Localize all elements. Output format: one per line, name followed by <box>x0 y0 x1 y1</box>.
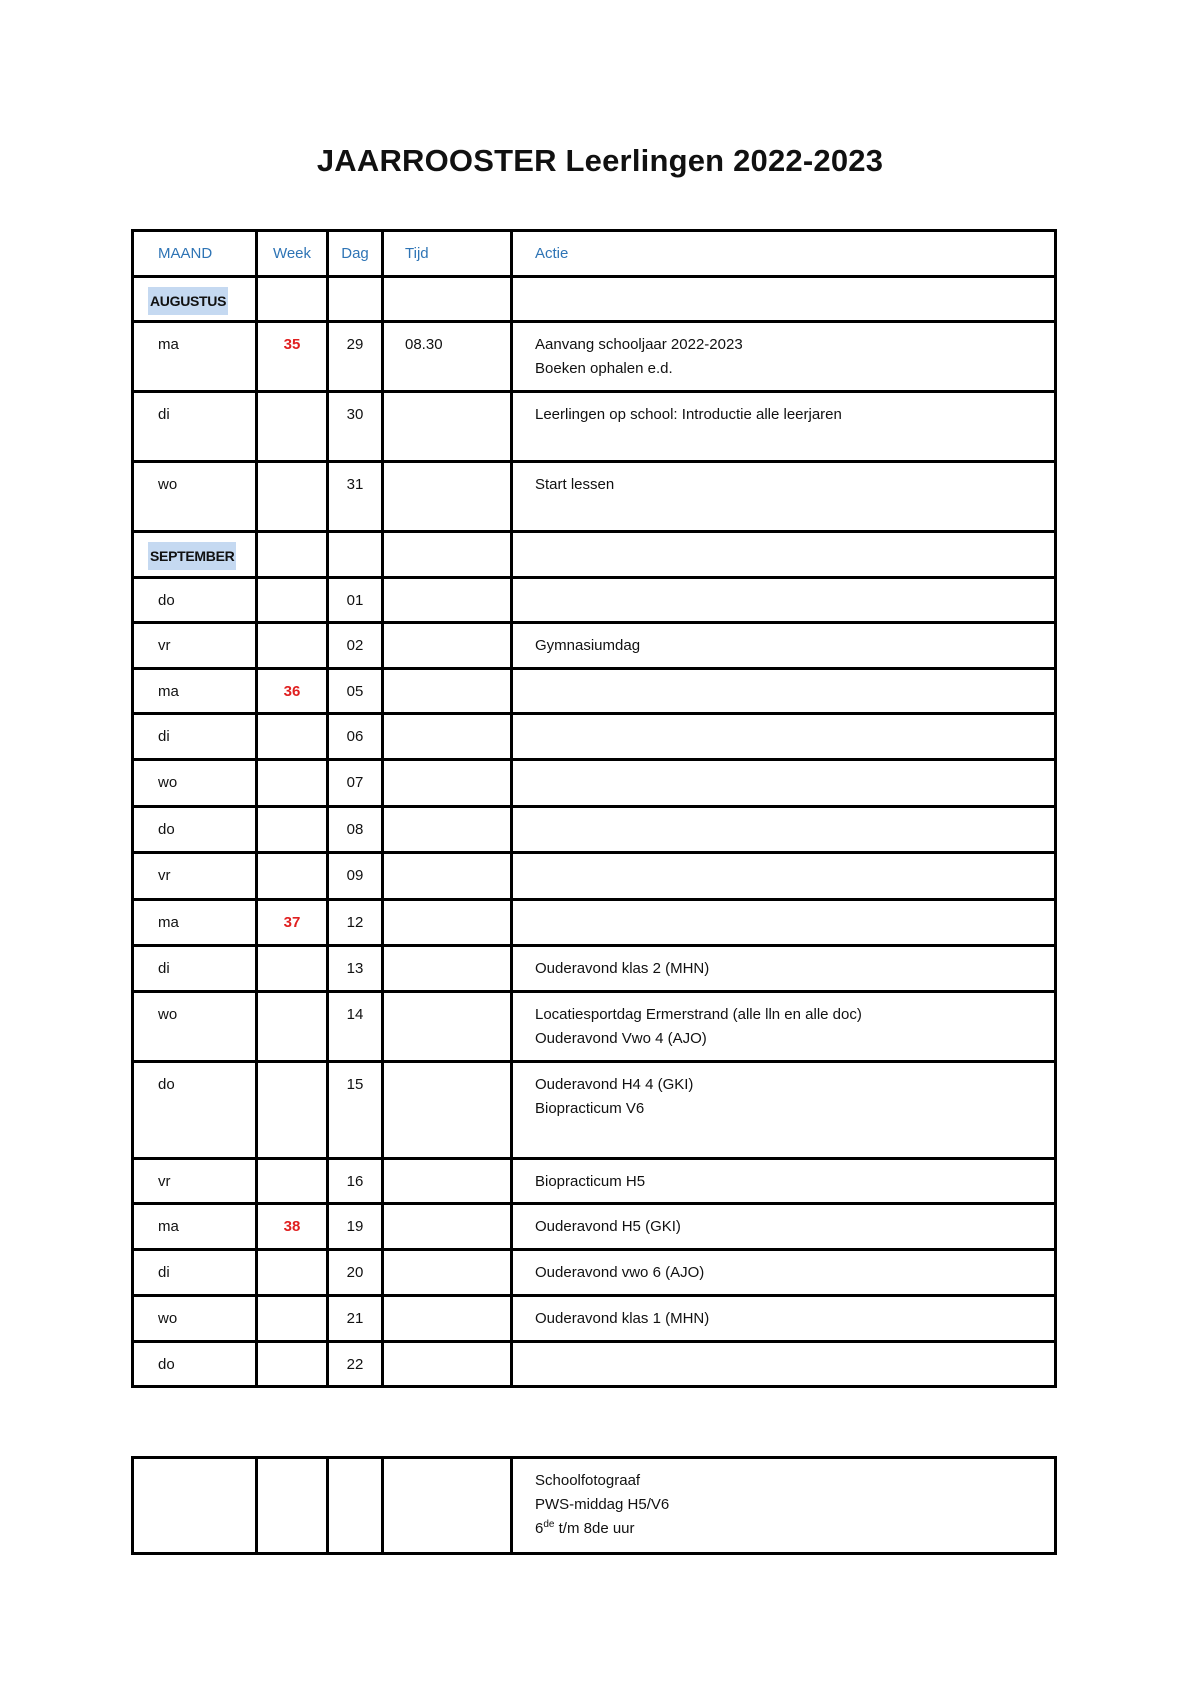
day-cell: wo <box>158 774 178 791</box>
day-cell: wo <box>158 1310 178 1327</box>
actie-cell <box>513 1251 1054 1285</box>
time-cell <box>384 947 510 957</box>
actie-line: Biopracticum H5 <box>535 1173 646 1190</box>
day-cell: ma <box>158 1218 179 1235</box>
actie-cell <box>513 463 1054 497</box>
time-cell <box>384 901 510 911</box>
week-number <box>258 1160 326 1170</box>
table-row <box>133 578 1056 623</box>
time-cell <box>384 761 510 771</box>
day-cell: do <box>158 821 175 838</box>
header-dag: Dag <box>341 245 369 262</box>
week-number: 36 <box>283 683 301 700</box>
day-cell: wo <box>158 476 178 493</box>
actie-cell <box>513 1343 1054 1353</box>
date-cell: 20 <box>346 1264 364 1281</box>
time-cell <box>384 1297 510 1307</box>
actie-line: Aanvang schooljaar 2022-2023 <box>535 336 743 353</box>
actie-cell <box>513 715 1054 725</box>
day-cell: ma <box>158 336 179 353</box>
day-cell: ma <box>158 683 179 700</box>
date-cell: 15 <box>346 1076 364 1093</box>
table-row <box>133 1296 1056 1342</box>
actie-cell <box>513 854 1054 864</box>
month-label: SEPTEMBER <box>148 542 236 570</box>
actie-line: Ouderavond Vwo 4 (AJO) <box>535 1030 707 1047</box>
actie-cell <box>513 579 1054 589</box>
week-number <box>258 393 326 403</box>
actie-line: Ouderavond H4 4 (GKI) <box>535 1076 694 1093</box>
actie-line-rest: t/m 8de uur <box>554 1520 635 1537</box>
actie-cell <box>513 993 1054 1051</box>
actie-cell <box>513 323 1054 381</box>
table-row <box>133 462 1056 532</box>
week-number: 37 <box>283 914 301 931</box>
date-cell: 01 <box>346 592 364 609</box>
day-cell: do <box>158 1076 175 1093</box>
week-number <box>258 579 326 589</box>
day-cell: di <box>158 728 170 745</box>
time-cell <box>384 854 510 864</box>
day-cell: di <box>158 1264 170 1281</box>
time-cell <box>384 463 510 473</box>
time-cell <box>384 1063 510 1073</box>
actie-line: Biopracticum V6 <box>535 1100 645 1117</box>
time-cell: 08.30 <box>405 336 443 353</box>
header-tijd: Tijd <box>405 245 429 262</box>
day-cell: di <box>158 960 170 977</box>
table-row <box>133 1458 1056 1554</box>
table-row <box>133 1342 1056 1387</box>
week-number: 35 <box>283 336 301 353</box>
date-cell: 30 <box>346 406 364 423</box>
actie-cell <box>513 901 1054 911</box>
actie-cell <box>513 947 1054 981</box>
week-number <box>258 715 326 725</box>
week-number <box>258 761 326 771</box>
table-row <box>133 853 1056 900</box>
week-number <box>258 1297 326 1307</box>
day-cell: wo <box>158 1006 178 1023</box>
actie-line: PWS-middag H5/V6 <box>535 1496 670 1513</box>
actie-cell <box>513 1459 1054 1541</box>
actie-cell <box>513 624 1054 658</box>
actie-line: Ouderavond H5 (GKI) <box>535 1218 681 1235</box>
header-actie: Actie <box>535 245 569 262</box>
actie-line: Ouderavond klas 2 (MHN) <box>535 960 710 977</box>
actie-cell <box>513 393 1054 427</box>
ordinal-number: 6 <box>535 1520 544 1537</box>
time-cell <box>384 715 510 725</box>
week-number <box>258 854 326 864</box>
date-cell: 02 <box>346 637 364 654</box>
time-cell <box>384 1343 510 1353</box>
table-row <box>133 807 1056 853</box>
date-cell: 09 <box>346 867 364 884</box>
table-row <box>133 946 1056 992</box>
date-cell: 19 <box>346 1218 364 1235</box>
date-cell: 06 <box>346 728 364 745</box>
table-row <box>133 669 1056 714</box>
date-cell: 13 <box>346 960 364 977</box>
week-number <box>258 1063 326 1073</box>
actie-cell <box>513 761 1054 771</box>
date-cell: 21 <box>346 1310 364 1327</box>
actie-line: Locatiesportdag Ermerstrand (alle lln en alle doc) <box>535 1006 862 1023</box>
time-cell <box>384 808 510 818</box>
week-number: 38 <box>283 1218 301 1235</box>
actie-line: Boeken ophalen e.d. <box>535 360 673 377</box>
time-cell <box>384 1160 510 1170</box>
date-cell: 12 <box>346 914 364 931</box>
week-number <box>258 947 326 957</box>
date-cell: 05 <box>346 683 364 700</box>
table-row <box>133 1062 1056 1159</box>
time-cell <box>384 393 510 403</box>
date-cell: 31 <box>346 476 364 493</box>
day-cell: do <box>158 592 175 609</box>
table-row <box>133 1159 1056 1204</box>
day-cell: di <box>158 406 170 423</box>
actie-cell <box>513 808 1054 818</box>
table-row <box>133 623 1056 669</box>
table-row <box>133 322 1056 392</box>
ordinal-suffix: de <box>543 1519 555 1530</box>
date-cell: 29 <box>346 336 364 353</box>
table-header-row <box>133 231 1056 277</box>
table-row <box>133 1204 1056 1250</box>
week-number <box>258 463 326 473</box>
table-row <box>133 900 1056 946</box>
date-cell: 22 <box>346 1356 364 1373</box>
time-cell <box>384 993 510 1003</box>
time-cell <box>384 670 510 680</box>
actie-cell <box>513 1205 1054 1239</box>
week-number <box>258 1251 326 1261</box>
week-number <box>258 1343 326 1353</box>
header-maand: MAAND <box>158 245 213 262</box>
date-cell: 07 <box>346 774 364 791</box>
actie-cell <box>513 670 1054 680</box>
week-number <box>258 624 326 634</box>
schedule-table <box>131 229 1057 1388</box>
actie-cell <box>513 1063 1054 1121</box>
day-cell: vr <box>158 1173 171 1190</box>
actie-line: Ouderavond vwo 6 (AJO) <box>535 1264 705 1281</box>
time-cell <box>384 624 510 634</box>
time-cell <box>384 579 510 589</box>
day-cell: ma <box>158 914 179 931</box>
week-number <box>258 993 326 1003</box>
actie-line: Start lessen <box>535 476 615 493</box>
actie-cell <box>513 1297 1054 1331</box>
actie-line <box>535 1517 1054 1541</box>
actie-line: Gymnasiumdag <box>535 637 641 654</box>
day-cell: vr <box>158 867 171 884</box>
actie-line: Leerlingen op school: Introductie alle leerjaren <box>535 406 842 423</box>
header-week: Week <box>272 245 312 262</box>
date-cell: 16 <box>346 1173 364 1190</box>
time-cell <box>384 1205 510 1215</box>
day-cell: do <box>158 1356 175 1373</box>
second-table <box>131 1456 1057 1555</box>
table-row <box>133 392 1056 462</box>
table-row <box>133 760 1056 807</box>
month-label: AUGUSTUS <box>148 287 228 315</box>
day-cell: vr <box>158 637 171 654</box>
time-cell <box>384 1251 510 1261</box>
actie-line: Schoolfotograaf <box>535 1472 641 1489</box>
month-row <box>133 532 1056 578</box>
date-cell: 08 <box>346 821 364 838</box>
table-row <box>133 992 1056 1062</box>
week-number <box>258 808 326 818</box>
date-cell: 14 <box>346 1006 364 1023</box>
actie-line: Ouderavond klas 1 (MHN) <box>535 1310 710 1327</box>
month-row <box>133 277 1056 322</box>
page-title: JAARROOSTER Leerlingen 2022-2023 <box>316 143 884 178</box>
actie-cell <box>513 1160 1054 1194</box>
table-row <box>133 714 1056 760</box>
table-row <box>133 1250 1056 1296</box>
